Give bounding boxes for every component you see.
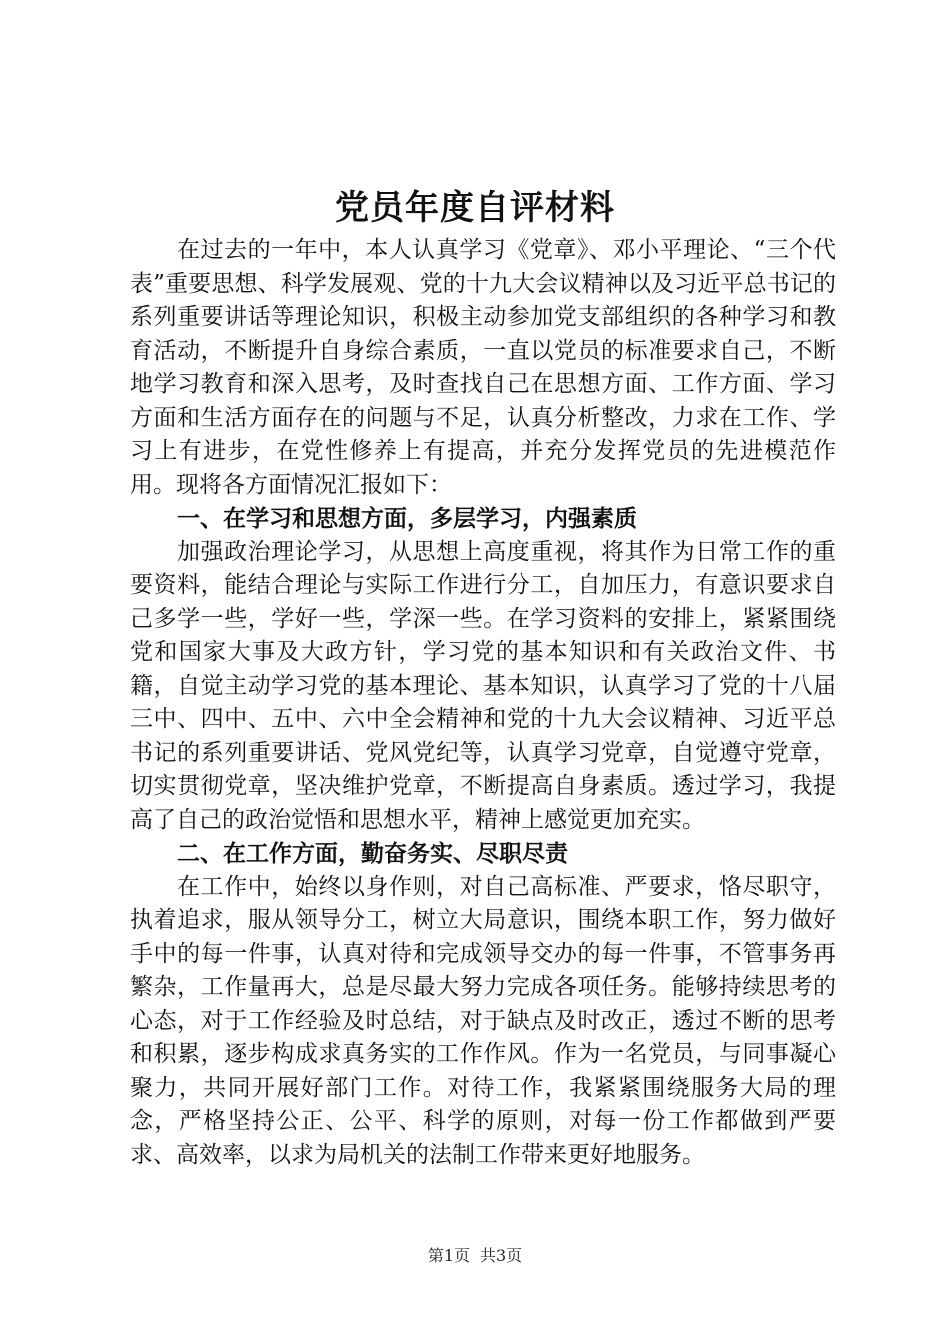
page-number: 第1页 xyxy=(427,1246,470,1265)
document-title: 党员年度自评材料 xyxy=(335,188,615,228)
study-paragraph: 加强政治理论学习，从思想上高度重视，将其作为日常工作的重要资料，能结合理论与实际工作进行分工，自加压力，有意识要求自己多学一些，学好一些，学深一些。在学习资料的安排上，紧紧围绕党和国家大事及大政方针，学习党的基本知识和有关政治文件、书籍，自觉主动学习党的基本理论、基本知识，认真学习了党的十八届三中、四中、五中、六中全会精神和党的十九大会议精神、习近平总书记的系列重要讲话、党风党纪等，认真学习党章，自觉遵守党章，切实贯彻党章，坚决维护党章，不断提高自身素质。透过学习，我提高了自己的政治觉悟和思想水平，精神上感觉更加充实。 xyxy=(130,538,836,833)
work-paragraph: 在工作中，始终以身作则，对自己高标准、严要求，恪尽职守，执着追求，服从领导分工，树立大局意识，围绕本职工作，努力做好手中的每一件事，认真对待和完成领导交办的每一件事，不管事务再繁杂，工作量再大，总是尽最大努力完成各项任务。能够持续思考的心态，对于工作经验及时总结，对于缺点及时改正，透过不断的思考和积累，逐步构成求真务实的工作作风。作为一名党员，与同事凝心聚力，共同开展好部门工作。对待工作，我紧紧围绕服务大局的理念，严格坚持公正、公平、科学的原则，对每一份工作都做到严要求、高效率，以求为局机关的法制工作带来更好地服务。 xyxy=(130,873,836,1168)
section-heading-study: 一、在学习和思想方面，多层学习，内强素质 xyxy=(177,505,637,532)
document-body xyxy=(130,234,836,1172)
page-footer xyxy=(0,1245,950,1267)
page-total: 共3页 xyxy=(480,1246,523,1265)
intro-paragraph: 在过去的一年中，本人认真学习《党章》、邓小平理论、“三个代表”重要思想、科学发展观、党的十九大会议精神以及习近平总书记的系列重要讲话等理论知识，积极主动参加党支部组织的各种学习和教育活动，不断提升自身综合素质，一直以党员的标准要求自己，不断地学习教育和深入思考，及时查找自己在思想方面、工作方面、学习方面和生活方面存在的问题与不足，认真分析整改，力求在工作、学习上有进步，在党性修养上有提高，并充分发挥党员的先进模范作用。现将各方面情况汇报如下： xyxy=(130,237,836,498)
section-heading-work: 二、在工作方面，勤奋务实、尽职尽责 xyxy=(177,840,568,867)
